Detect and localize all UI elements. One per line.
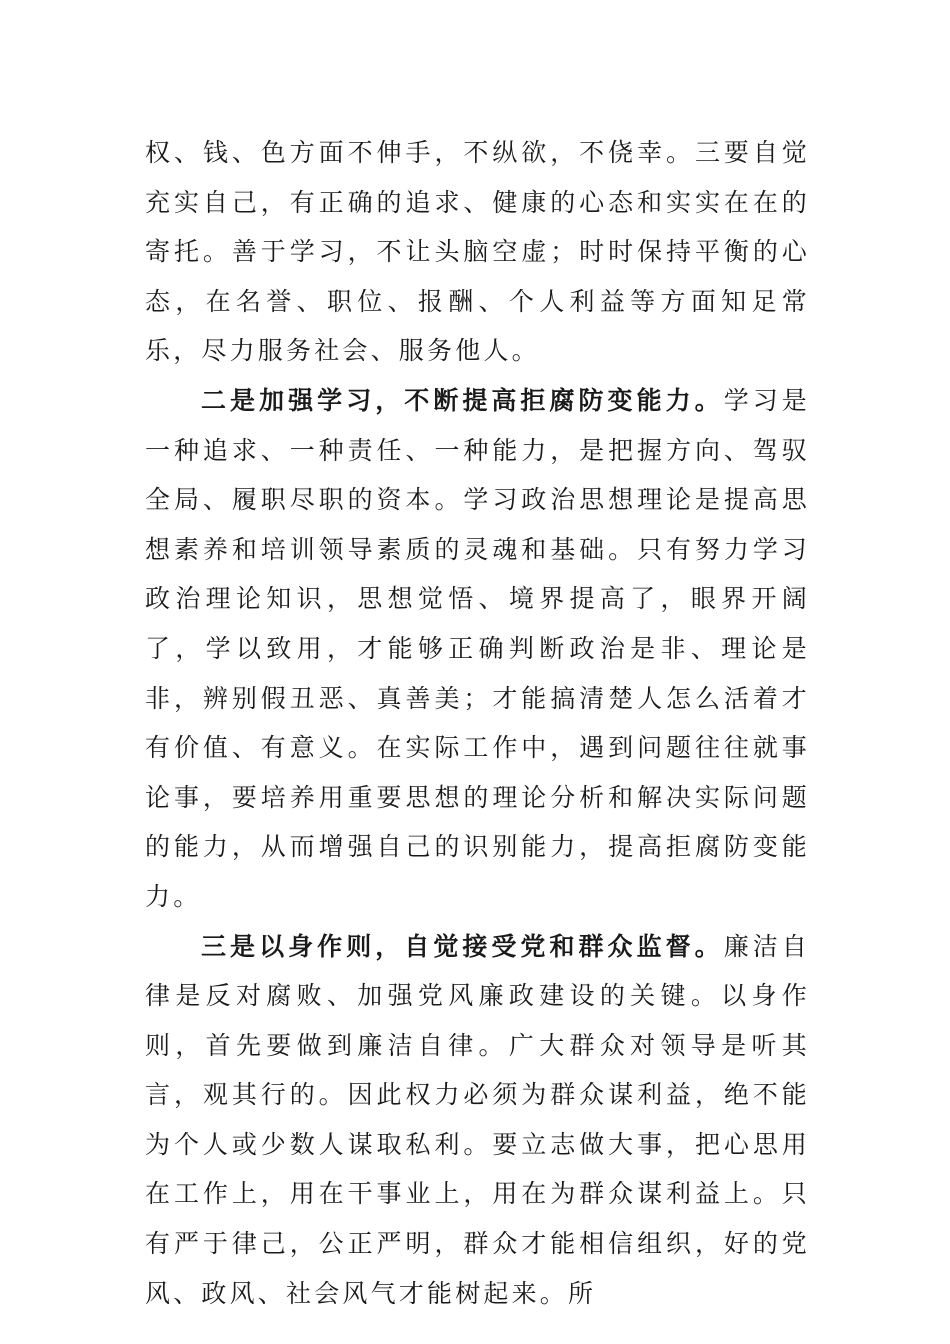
paragraph-strengthen-study	[145, 376, 810, 922]
document-body	[145, 128, 810, 1318]
paragraph-lead-by-example	[145, 922, 810, 1319]
paragraph-text: 权、钱、色方面不伸手，不纵欲，不侥幸。三要自觉充实自己，有正确的追求、健康的心态和实实在在的寄托。善于学习，不让头脑空虚；时时保持平衡的心态，在名誉、职位、报酬、个人利益等方面知足常乐，尽力服务社会、服务他人。	[145, 138, 810, 366]
paragraph-text: 学习是一种追求、一种责任、一种能力，是把握方向、驾驭全局、履职尽职的资本。学习政治思想理论是提高思想素养和培训领导素质的灵魂和基础。只有努力学习政治理论知识，思想觉悟、境界提高了，眼界开阔了，学以致用，才能够正确判断政治是非、理论是非，辨别假丑恶、真善美；才能搞清楚人怎么活着才有价值、有意义。在实际工作中，遇到问题往往就事论事，要培养用重要思想的理论分析和解决实际问题的能力，从而增强自己的识别能力，提高拒腐防变能力。	[145, 385, 810, 911]
paragraph-heading: 二是加强学习，不断提高拒腐防变能力。	[201, 385, 724, 415]
paragraph-text: 廉洁自律是反对腐败、加强党风廉政建设的关键。以身作则，首先要做到廉洁自律。广大群众对领导是听其言，观其行的。因此权力必须为群众谋利益，绝不能为个人或少数人谋取私利。要立志做大事，把心思用在工作上，用在干事业上，用在为群众谋利益上。只有严于律己，公正严明，群众才能相信组织，好的党风、政风、社会风气才能树起来。所	[145, 931, 810, 1308]
paragraph-continuation	[145, 128, 810, 376]
paragraph-heading: 三是以身作则，自觉接受党和群众监督。	[201, 931, 724, 961]
